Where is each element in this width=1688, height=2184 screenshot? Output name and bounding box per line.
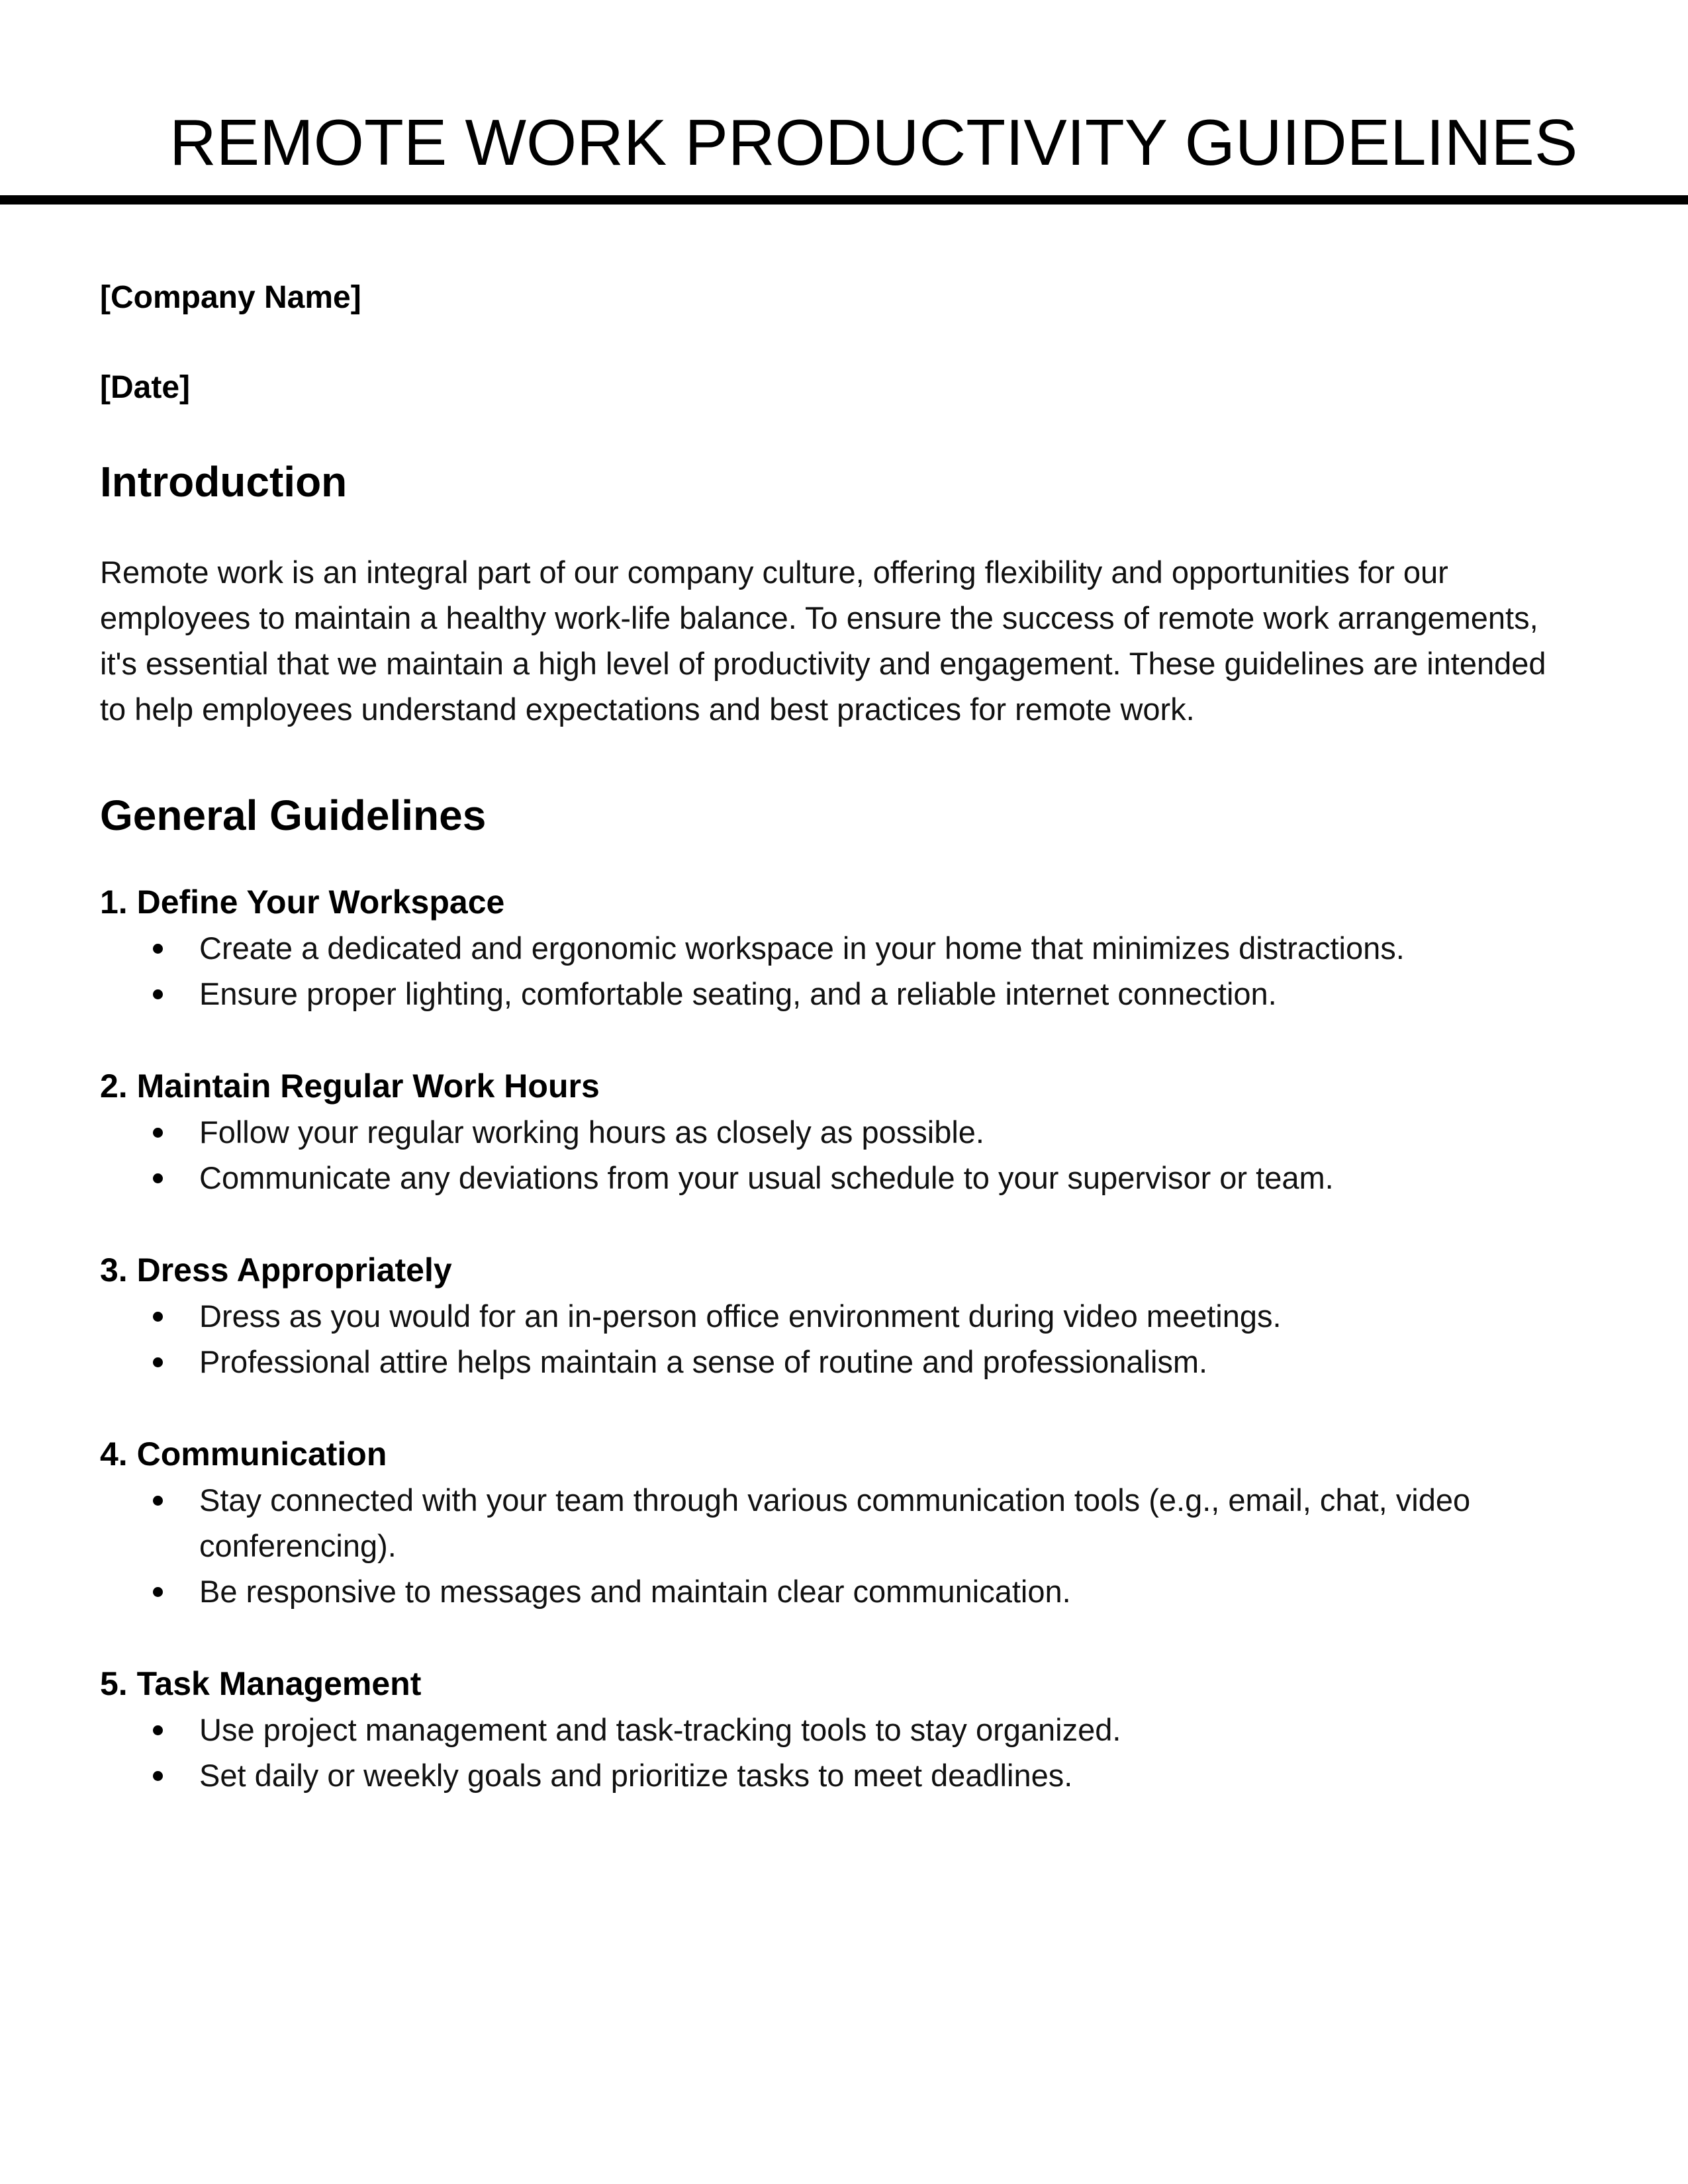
bullet-text: Use project management and task-tracking tools to stay organized.: [199, 1712, 1121, 1747]
list-item: [100, 1477, 1563, 1569]
list-item: [100, 925, 1563, 971]
bullet-list: [100, 925, 1556, 1017]
list-item: [100, 971, 1563, 1017]
guideline-title: 5. Task Management: [100, 1665, 422, 1702]
list-item: [100, 1293, 1563, 1339]
bullet-list: [100, 1293, 1556, 1385]
bullet-dot-icon: [153, 1357, 163, 1367]
bullet-text: Ensure proper lighting, comfortable seating, and a reliable internet connection.: [199, 976, 1277, 1011]
bullet-dot-icon: [153, 989, 163, 999]
guideline-dress: [100, 1247, 1556, 1385]
guideline-title: 1. Define Your Workspace: [100, 884, 505, 921]
guideline-task-management: [100, 1661, 1556, 1798]
bullet-list: [100, 1707, 1556, 1798]
general-guidelines-heading: General Guidelines: [100, 792, 487, 839]
guideline-work-hours: [100, 1063, 1556, 1201]
list-item: [100, 1155, 1563, 1201]
introduction-text: Remote work is an integral part of our company culture, offering flexibility and opportunities for our employees to maintain a healthy work-life balance. To ensure the success of remote work arrangements, it's essential that we maintain a high level of productivity and engagement. These guidelines are intended to help employees understand expectations and best practices for remote work.: [100, 555, 1546, 727]
bullet-text: Dress as you would for an in-person office environment during video meetings.: [199, 1298, 1282, 1334]
date-placeholder: [Date]: [100, 370, 191, 405]
guideline-title: 2. Maintain Regular Work Hours: [100, 1068, 600, 1105]
company-name-placeholder: [Company Name]: [100, 280, 361, 315]
guideline-workspace: [100, 879, 1556, 1017]
list-item: [100, 1569, 1563, 1614]
bullet-dot-icon: [153, 1128, 163, 1138]
document-body: [100, 278, 1556, 1844]
bullet-dot-icon: [153, 944, 163, 954]
title-divider: [0, 195, 1688, 205]
bullet-text: Stay connected with your team through various communication tools (e.g., email, chat, video conferencing).: [199, 1482, 1471, 1563]
list-item: [100, 1339, 1563, 1385]
guideline-title: 4. Communication: [100, 1435, 387, 1473]
document-title: REMOTE WORK PRODUCTIVITY GUIDELINES: [169, 106, 1578, 179]
bullet-text: Be responsive to messages and maintain clear communication.: [199, 1574, 1071, 1609]
list-item: [100, 1752, 1563, 1798]
bullet-list: [100, 1109, 1556, 1201]
list-item: [100, 1707, 1563, 1752]
guideline-communication: [100, 1431, 1556, 1614]
bullet-dot-icon: [153, 1725, 163, 1735]
bullet-dot-icon: [153, 1496, 163, 1506]
bullet-list: [100, 1477, 1556, 1614]
bullet-text: Create a dedicated and ergonomic workspace in your home that minimizes distractions.: [199, 931, 1405, 966]
bullet-text: Communicate any deviations from your usual schedule to your supervisor or team.: [199, 1160, 1334, 1195]
bullet-dot-icon: [153, 1771, 163, 1781]
bullet-text: Set daily or weekly goals and prioritize tasks to meet deadlines.: [199, 1758, 1073, 1793]
list-item: [100, 1109, 1563, 1155]
guidelines-list: [100, 879, 1556, 1798]
bullet-text: Professional attire helps maintain a sense of routine and professionalism.: [199, 1344, 1208, 1379]
bullet-dot-icon: [153, 1587, 163, 1597]
introduction-heading: Introduction: [100, 458, 348, 506]
bullet-dot-icon: [153, 1312, 163, 1322]
bullet-dot-icon: [153, 1173, 163, 1183]
guideline-title: 3. Dress Appropriately: [100, 1251, 452, 1289]
bullet-text: Follow your regular working hours as closely as possible.: [199, 1115, 984, 1150]
